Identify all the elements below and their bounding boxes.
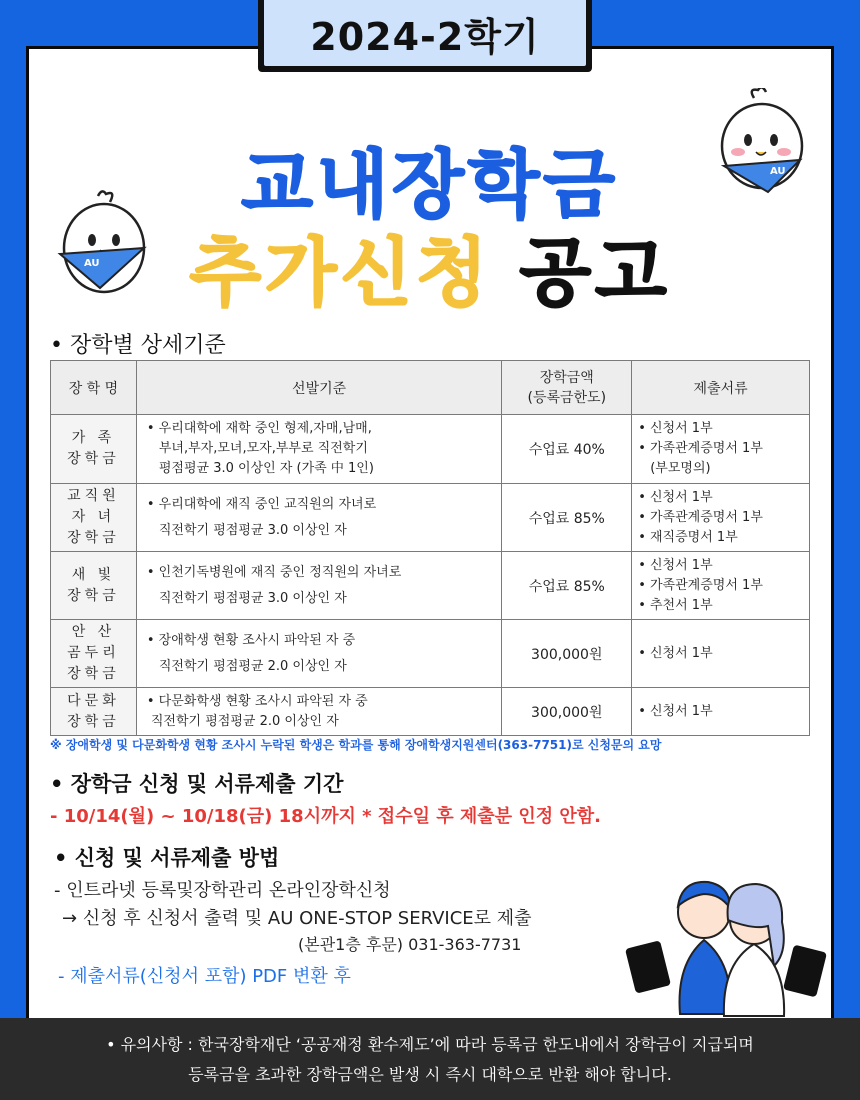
docs-cell [632, 484, 810, 552]
name-line: 장학금 [67, 713, 120, 730]
criteria-line: 평점평균 3.0 이상인 자 (가족 中 1인) [158, 461, 374, 476]
doc-line: • 재직증명서 1부 [638, 529, 738, 545]
header-amount [502, 361, 632, 415]
criteria-cell [136, 620, 501, 688]
amount-cell: 300,000원 [502, 688, 632, 736]
method-line2: → 신청 후 신청서 출력 및 AU ONE-STOP SERVICE로 제출 [62, 908, 532, 929]
table-row [51, 620, 810, 688]
method-line1: - 인트라넷 등록및장학관리 온라인장학신청 [54, 880, 391, 901]
criteria-line: • 우리대학에 재직 중인 교직원의 자녀로 [146, 496, 377, 512]
mascot-right-badge: AU [770, 166, 786, 177]
main-title-notice: 공고 [519, 230, 671, 316]
name-line: 다문화 [67, 692, 120, 709]
table-row [51, 552, 810, 620]
criteria-line: 직전학기 평점평균 3.0 이상인 자 [158, 522, 347, 538]
amount-cell: 수업료 40% [502, 415, 632, 484]
doc-line: • 신청서 1부 [638, 557, 713, 573]
name-line: 장학금 [67, 451, 120, 467]
criteria-line: 직전학기 평점평균 2.0 이상인 자 [150, 713, 339, 729]
scholarship-table [50, 360, 810, 736]
mascot-left-badge: AU [84, 258, 100, 269]
footer-line1: • 유의사항 : 한국장학재단 ‘공공재정 환수제도’에 따라 등록금 한도내에서 장학금이 지급되며 [106, 1035, 754, 1054]
scholarship-name [51, 415, 137, 484]
scholarship-name [51, 484, 137, 552]
name-line: 자 녀 [71, 509, 116, 525]
docs-cell [632, 620, 810, 688]
students-with-tablets-icon [620, 876, 830, 1018]
doc-line: • 가족관계증명서 1부 [638, 577, 763, 593]
table-header-row [51, 361, 810, 415]
term-tab-inner [264, 0, 586, 66]
doc-line: • 신청서 1부 [638, 645, 713, 661]
term-tab [258, 0, 592, 72]
method-line3: (본관1층 후문) 031-363-7731 [298, 935, 522, 954]
doc-line: • 추천서 1부 [638, 597, 713, 613]
section-criteria-heading: • 장학별 상세기준 [50, 333, 226, 358]
scholarship-name [51, 620, 137, 688]
criteria-line: 직전학기 평점평균 2.0 이상인 자 [158, 658, 347, 674]
scholarship-name [51, 552, 137, 620]
amount-cell: 300,000원 [502, 620, 632, 688]
docs-cell [632, 415, 810, 484]
header-docs: 제출서류 [632, 361, 810, 415]
docs-cell [632, 688, 810, 736]
criteria-cell [136, 688, 501, 736]
name-line: 장학금 [67, 666, 120, 682]
doc-line: • 신청서 1부 [638, 489, 713, 505]
amount-cell: 수업료 85% [502, 552, 632, 620]
name-line: 가 족 [71, 430, 116, 446]
criteria-cell [136, 415, 501, 484]
doc-line: • 가족관계증명서 1부 [638, 509, 763, 525]
doc-line: • 신청서 1부 [638, 421, 713, 436]
main-title-apply: 추가신청 [189, 230, 492, 316]
section-method-heading: • 신청 및 서류제출 방법 [54, 846, 280, 870]
name-line: 교직원 [67, 488, 120, 504]
header-amount-text: 장학금액 (등록금한도) [527, 369, 607, 406]
main-title-line1: 교내장학금 [241, 142, 619, 228]
criteria-cell [136, 484, 501, 552]
name-line: 장학금 [67, 530, 120, 546]
table-row [51, 484, 810, 552]
criteria-line: • 다문화학생 현황 조사시 파악된 자 중 [146, 693, 368, 709]
table-row [51, 415, 810, 484]
scholarship-name [51, 688, 137, 736]
application-period: - 10/14(월) ~ 10/18(금) 18시까지 * 접수일 후 제출분 인정 안함. [50, 806, 601, 827]
method-line4: - 제출서류(신청서 포함) PDF 변환 후 [58, 966, 351, 987]
criteria-line: • 장애학생 현황 조사시 파악된 자 중 [146, 632, 356, 648]
doc-line: • 가족관계증명서 1부 [638, 441, 763, 456]
section-period-heading: • 장학금 신청 및 서류제출 기간 [50, 772, 344, 796]
name-line: 새 빛 [71, 566, 116, 583]
table-row [51, 688, 810, 736]
criteria-line: • 우리대학에 재학 중인 형제,자매,남매, [146, 421, 372, 436]
name-line: 장학금 [67, 587, 120, 604]
amount-cell: 수업료 85% [502, 484, 632, 552]
doc-line: (부모명의) [650, 461, 711, 476]
criteria-line: 부녀,부자,모녀,모자,부부로 직전학기 [158, 441, 368, 456]
header-name: 장 학 명 [51, 361, 137, 415]
table-note: ※ 장애학생 및 다문화학생 현황 조사시 누락된 학생은 학과를 통해 장애학생지원센터(363-7751)로 신청문의 요망 [50, 738, 662, 752]
doc-line: • 신청서 1부 [638, 703, 713, 719]
criteria-line: 직전학기 평점평균 3.0 이상인 자 [158, 590, 347, 606]
criteria-cell [136, 552, 501, 620]
footer-line2: 등록금을 초과한 장학금액은 발생 시 즉시 대학으로 반환 해야 합니다. [188, 1065, 672, 1084]
main-title-line2 [0, 214, 860, 320]
footer-notice [0, 1018, 860, 1100]
criteria-line: • 인천기독병원에 재직 중인 정직원의 자녀로 [146, 564, 402, 580]
name-line: 안 산 [71, 624, 116, 640]
header-criteria: 선발기준 [136, 361, 501, 415]
docs-cell [632, 552, 810, 620]
name-line: 곰두리 [67, 645, 120, 661]
term-label: 2024-2학기 [310, 14, 540, 59]
